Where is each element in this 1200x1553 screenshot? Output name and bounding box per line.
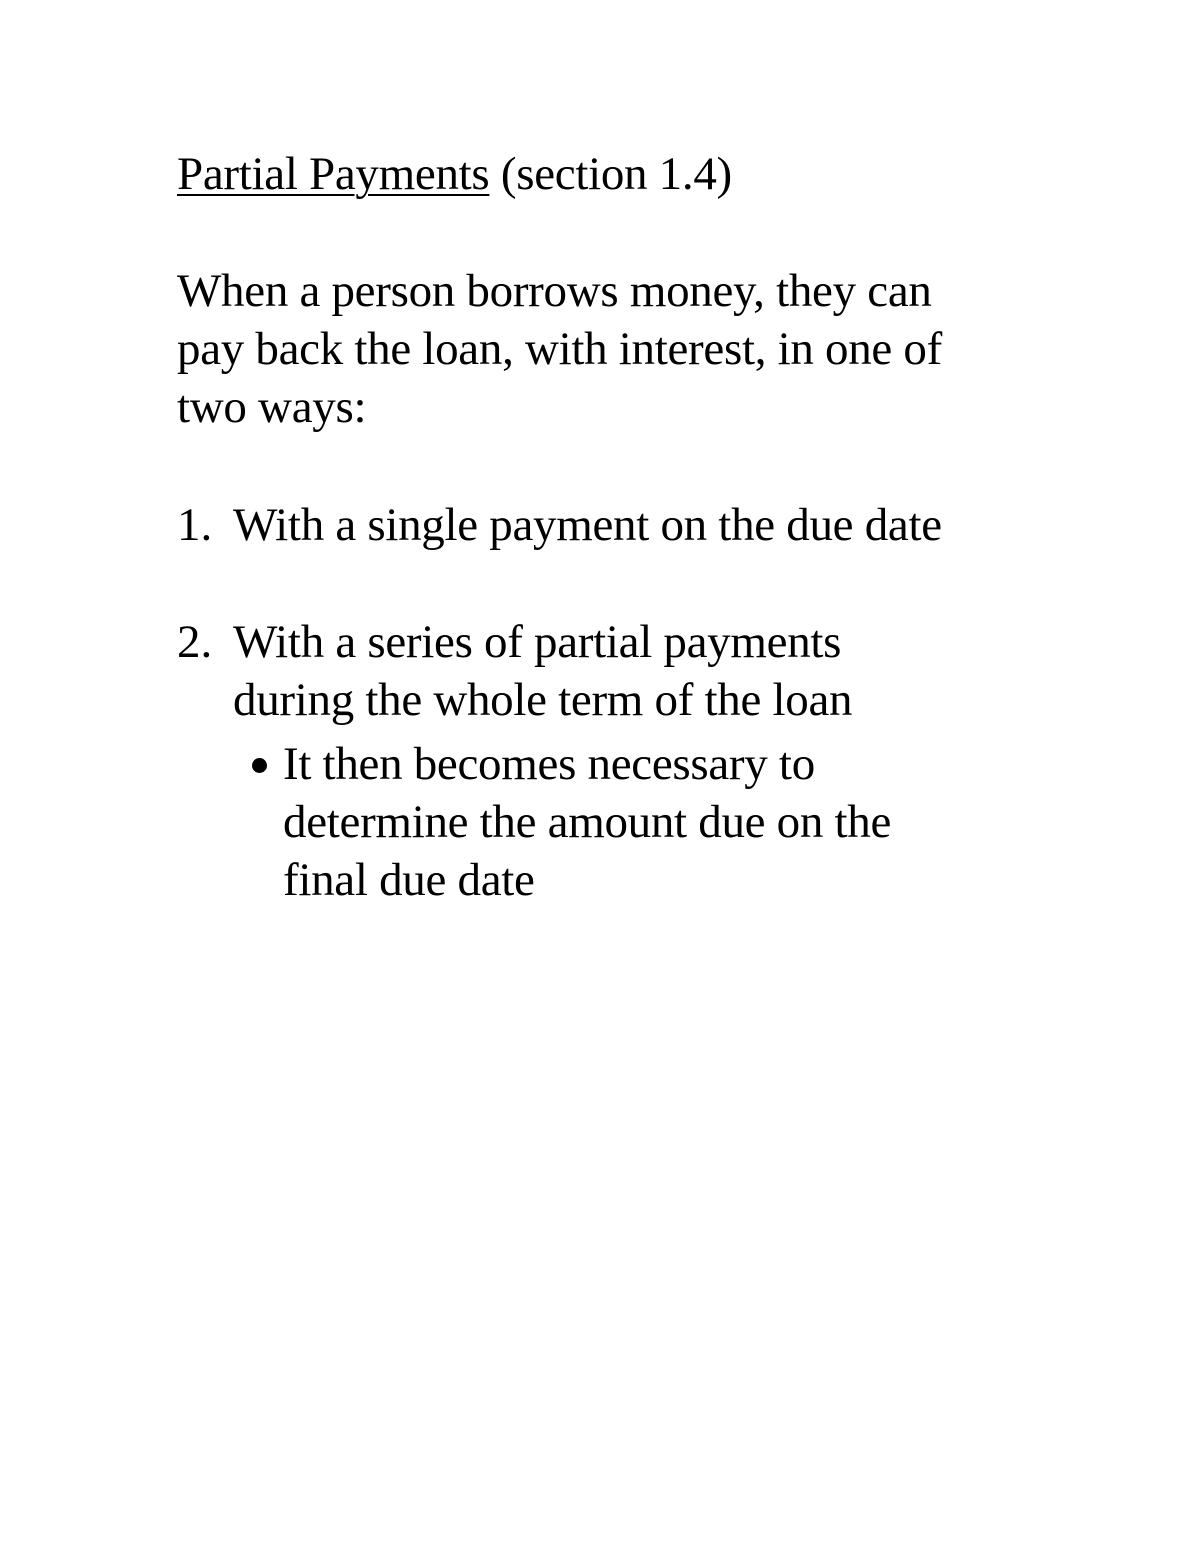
heading-section-ref: (section 1.4) <box>489 148 732 200</box>
sub-bullet-line-2: determine the amount due on the <box>283 796 892 848</box>
list-item-1-number: 1. <box>177 499 213 551</box>
intro-line-2: pay back the loan, with interest, in one of <box>177 323 942 375</box>
bullet-dot-icon <box>252 758 267 773</box>
intro-line-3: two ways: <box>177 381 367 433</box>
sub-bullet-line-1: It then becomes necessary to <box>283 738 815 790</box>
list-item-2-number: 2. <box>177 616 213 668</box>
sub-bullet-line-3: final due date <box>283 854 535 906</box>
intro-line-1: When a person borrows money, they can <box>177 265 932 317</box>
list-item-2-line-2: during the whole term of the loan <box>233 674 853 726</box>
heading-title: Partial Payments <box>177 148 490 200</box>
page-heading <box>177 145 732 203</box>
list-item-2-line-1: With a series of partial payments <box>233 616 842 668</box>
list-item-1-line-1: With a single payment on the due date <box>233 499 942 551</box>
